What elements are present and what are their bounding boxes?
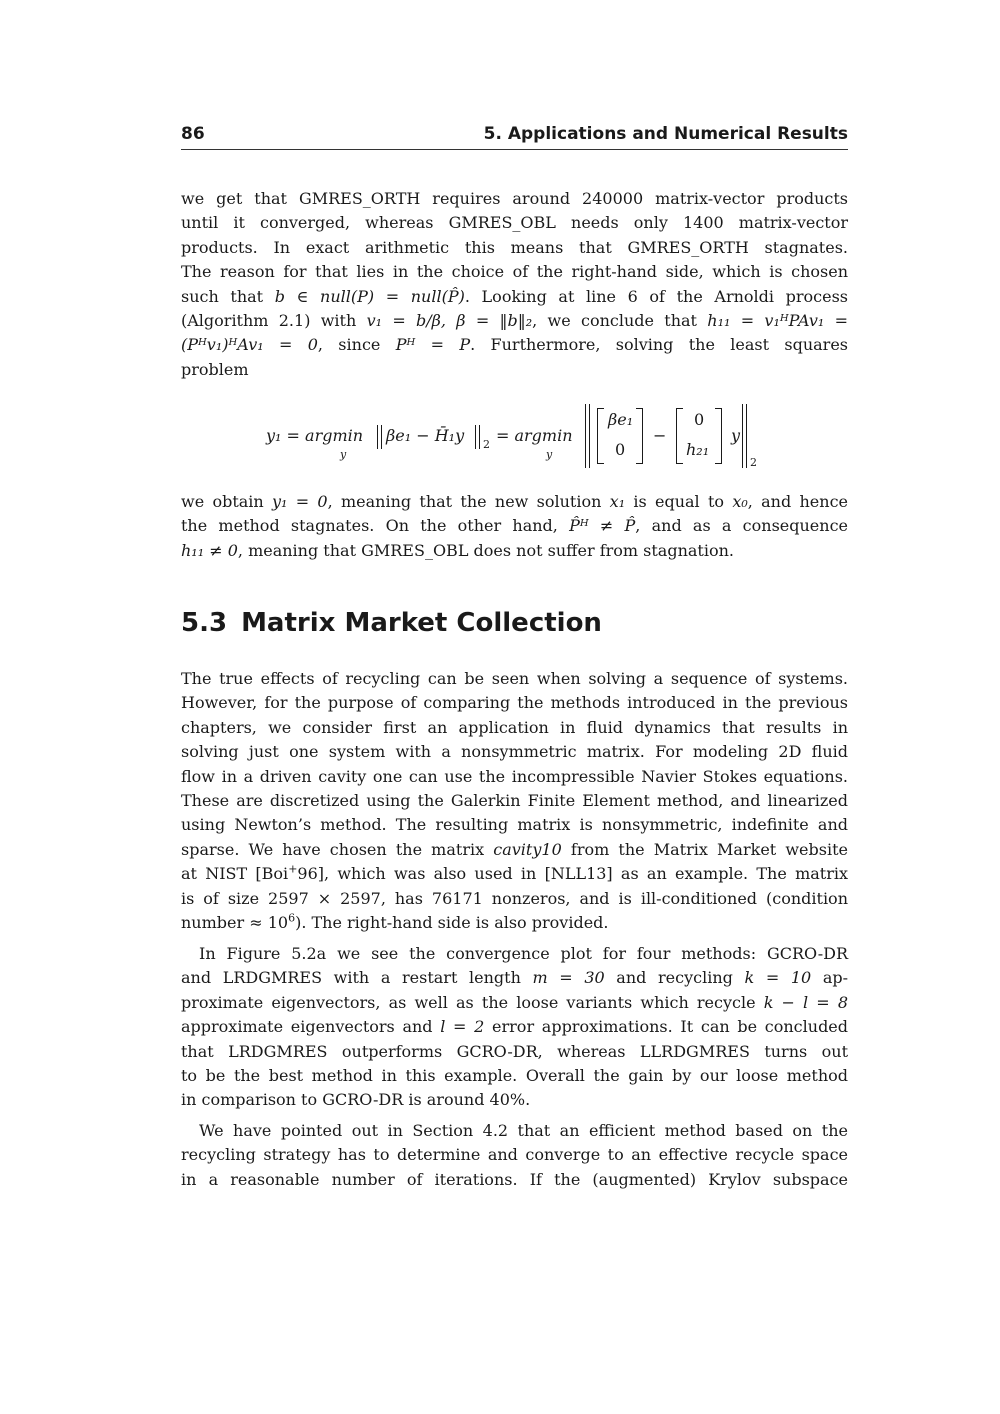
text-line: solving just one system with a nonsymmetric matrix. For modeling 2D fluid <box>181 742 848 762</box>
text-line: we get that GMRES_ORTH requires around 240000 matrix-vector products <box>181 189 848 208</box>
norm-content: βe₁ − H̄₁y <box>386 426 465 445</box>
matrix1-top: βe₁ <box>608 410 634 429</box>
text-line: sparse. We have chosen the matrix cavity10 from the Matrix Market website <box>181 839 848 859</box>
inline-math: Pᴴ = P <box>395 335 471 355</box>
paragraph-stagnation-conclusion <box>181 490 848 563</box>
text-line: In Figure 5.2a we see the convergence plot for four methods: GCRO-DR <box>199 944 848 963</box>
text-line: at NIST [Boi+96], which was also used in [NLL13] as an example. The matrix <box>181 862 849 884</box>
chapter-title: 5. Applications and Numerical Results <box>483 124 848 144</box>
norm-bar <box>742 404 743 468</box>
norm-bar <box>381 425 382 449</box>
text-line: the method stagnates. On the other hand, P̂ᴴ ≠ P̂, and as a consequence <box>181 516 848 536</box>
text-line: We have pointed out in Section 4.2 that an efficient method based on the <box>199 1121 848 1140</box>
running-header <box>181 121 848 150</box>
norm-bar <box>589 404 590 468</box>
text-line: These are discretized using the Galerkin Finite Element method, and linearized <box>181 791 848 811</box>
norm-subscript: 2 <box>483 438 490 451</box>
text-line: using Newton’s method. The resulting matrix is nonsymmetric, indefinite and <box>181 815 848 835</box>
matrix2-bottom: h₂₁ <box>686 440 710 459</box>
norm-bar <box>585 404 586 468</box>
text-line: (Algorithm 2.1) with v₁ = b/β, β = ‖b‖₂, we conclude that h₁₁ = v₁ᴴPAv₁ = <box>181 311 848 331</box>
text-line: approximate eigenvectors and l = 2 error approximations. It can be concluded <box>181 1017 849 1037</box>
text-line: we obtain y₁ = 0, meaning that the new solution x₁ is equal to x₀, and hence <box>181 492 848 511</box>
text-line: such that b ∈ null(P) = null(P̂). Looking at line 6 of the Arnoldi process <box>181 286 849 306</box>
text-line: and LRDGMRES with a restart length m = 30 and recycling k = 10 ap- <box>181 968 849 988</box>
matrix2-top: 0 <box>694 410 705 429</box>
norm-subscript: 2 <box>750 456 757 469</box>
text-line: The true effects of recycling can be seen when solving a sequence of systems. <box>181 669 848 688</box>
paragraph-matrix-market <box>181 667 848 935</box>
text-line: h₁₁ ≠ 0, meaning that GMRES_OBL does not suffer from stagnation. <box>181 540 734 560</box>
norm-bar <box>746 404 747 468</box>
text-line: products. In exact arithmetic this means that GMRES_ORTH stagnates. <box>181 237 848 257</box>
text-line: proximate eigenvectors, as well as the loose variants which recycle k − l = 8 <box>181 992 849 1012</box>
least-squares-equation <box>266 406 766 478</box>
argmin-variable: y <box>340 448 347 461</box>
text-line: in comparison to GCRO-DR is around 40%. <box>181 1090 531 1110</box>
paragraph-convergence-plot <box>181 942 848 1113</box>
paragraph-recycle-space <box>181 1119 848 1192</box>
equals-argmin: = argmin <box>496 426 573 445</box>
matrix-bracket-left <box>676 408 683 464</box>
inline-math: (Pᴴv₁)ᴴAv₁ = 0 <box>181 335 318 355</box>
text-line: in a reasonable number of iterations. If the (augmented) Krylov subspace <box>181 1169 848 1189</box>
text-line: flow in a driven cavity one can use the incompressible Navier Stokes equations. <box>181 766 848 786</box>
norm-bar <box>377 425 378 449</box>
equation-lhs: y₁ = argmin <box>266 426 364 445</box>
text-line: is of size 2597 × 2597, has 76171 nonzeros, and is ill-conditioned (condition <box>181 888 848 908</box>
matrix-name: cavity10 <box>493 839 562 859</box>
page-number: 86 <box>181 124 205 144</box>
text-line: problem <box>181 359 249 379</box>
norm-bar <box>479 425 480 449</box>
section-title: Matrix Market Collection <box>241 608 602 638</box>
inline-math: v₁ = b/β, β = ‖b‖₂ <box>366 311 533 331</box>
inline-math: h₁₁ = v₁ᴴPAv₁ = <box>707 311 848 331</box>
paragraph-gmres-stagnation <box>181 187 848 382</box>
inline-math: b ∈ null(P) = null(P̂) <box>274 286 465 306</box>
text-line: The reason for that lies in the choice of the right-hand side, which is chosen <box>181 262 848 282</box>
norm-bar <box>475 425 476 449</box>
matrix1-bottom: 0 <box>615 440 626 459</box>
matrix-bracket-right <box>636 408 643 464</box>
matrix-bracket-left <box>597 408 604 464</box>
text-line: to be the best method in this example. Overall the gain by our loose method <box>181 1066 848 1086</box>
section-number: 5.3 <box>181 608 228 638</box>
text-line: recycling strategy has to determine and converge to an effective recycle space <box>181 1145 848 1165</box>
text-line: However, for the purpose of comparing the methods introduced in the previous <box>181 693 848 713</box>
text-line: number ≈ $10^6$). The right-hand side is also provided. <box>181 911 609 933</box>
vector-y: y <box>731 426 741 445</box>
text-line: that LRDGMRES outperforms GCRO-DR, whereas LLRDGMRES turns out <box>181 1041 848 1061</box>
text-line: chapters, we consider first an application in fluid dynamics that results in <box>181 717 848 737</box>
section-heading <box>181 608 602 638</box>
text-line: (Pᴴv₁)ᴴAv₁ = 0, since Pᴴ = P. Furthermore, solving the least squares <box>181 335 848 355</box>
argmin-variable: y <box>546 448 553 461</box>
matrix-bracket-right <box>715 408 722 464</box>
minus-sign: − <box>653 426 667 445</box>
text-line: until it converged, whereas GMRES_OBL needs only 1400 matrix-vector <box>181 213 848 233</box>
